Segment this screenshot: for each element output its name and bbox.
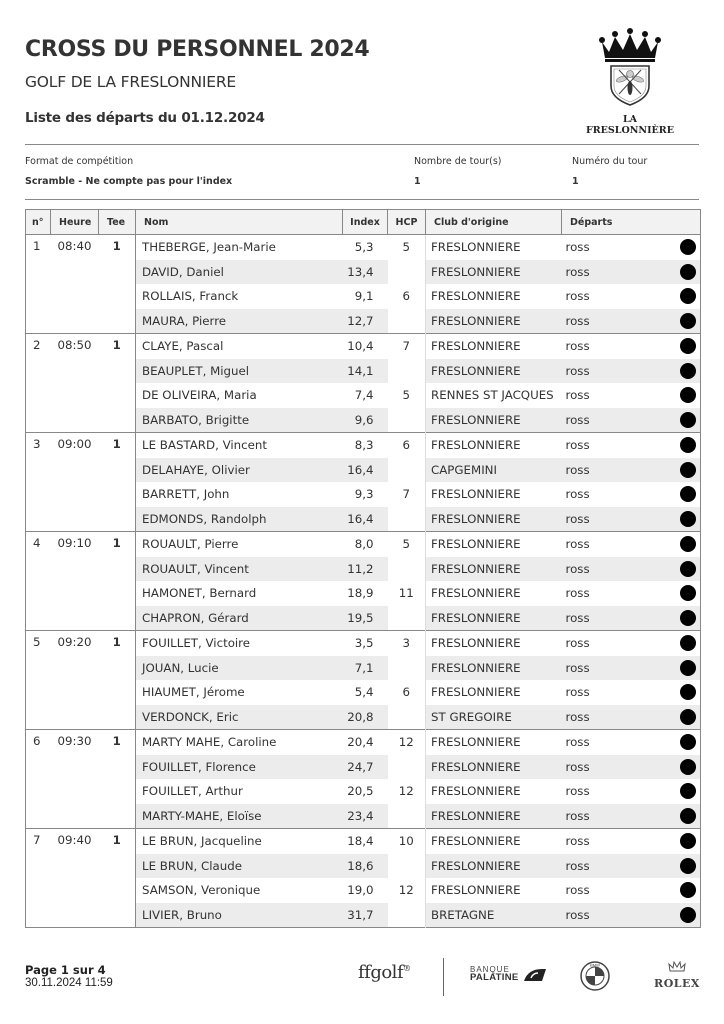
player-departure	[562, 235, 701, 260]
player-index: 18,6	[343, 854, 388, 879]
player-departure	[562, 680, 701, 705]
player-name: LIVIER, Bruno	[136, 903, 343, 928]
departure-label: ross	[565, 289, 590, 304]
player-index: 5,4	[354, 685, 374, 700]
departure-label: ross	[565, 834, 590, 849]
player-hcp	[388, 656, 426, 681]
bmw-roundel-icon	[580, 961, 610, 991]
departure-label: ross	[565, 858, 590, 873]
departure-label: ross	[565, 462, 590, 477]
tee-marker-icon	[680, 338, 696, 354]
player-departure	[562, 260, 701, 285]
col-header-time: Heure	[51, 210, 99, 235]
player-name: JOUAN, Lucie	[136, 656, 343, 681]
player-index: 8,0	[343, 532, 388, 557]
departure-label: ross	[565, 240, 590, 255]
departure-label: ross	[565, 636, 590, 651]
palatine-wave-icon	[522, 967, 548, 983]
player-club: FRESLONNIERE	[431, 784, 521, 799]
col-header-hcp: HCP	[388, 210, 426, 235]
player-departure	[562, 507, 701, 532]
player-hcp	[388, 705, 426, 730]
player-club: FRESLONNIERE	[426, 433, 562, 458]
tee-time: 09:00	[51, 433, 99, 532]
rolex-crown-icon	[668, 961, 686, 973]
player-name: FOUILLET, Victoire	[136, 631, 343, 656]
tee-marker-icon	[680, 536, 696, 552]
rounds-value: 1	[414, 176, 421, 187]
tee-marker-icon	[680, 585, 696, 601]
player-index: 16,4	[343, 458, 388, 483]
player-index: 23,4	[343, 804, 388, 829]
player-departure	[562, 383, 701, 408]
player-departure	[562, 730, 701, 755]
tee-marker-icon	[680, 833, 696, 849]
col-header-index: Index	[343, 210, 388, 235]
player-club: FRESLONNIERE	[426, 656, 562, 681]
player-departure	[562, 482, 701, 507]
player-club: FRESLONNIERE	[426, 235, 562, 260]
col-header-name: Nom	[136, 210, 343, 235]
player-name: DAVID, Daniel	[136, 260, 343, 285]
player-index: 18,9	[347, 586, 374, 601]
player-club: FRESLONNIERE	[426, 557, 562, 582]
tee-marker-icon	[680, 561, 696, 577]
tee-time: 09:30	[51, 730, 99, 829]
player-index: 31,7	[343, 903, 388, 928]
tee-marker-icon	[680, 610, 696, 626]
player-club: BRETAGNE	[426, 903, 562, 928]
table-row	[26, 235, 701, 260]
player-departure	[562, 779, 701, 804]
player-club: FRESLONNIERE	[431, 883, 521, 898]
tee-time: 08:40	[51, 235, 99, 334]
start-list-title: Liste des départs du 01.12.2024	[25, 110, 265, 126]
col-header-departs: Départs	[562, 210, 701, 235]
departure-label: ross	[565, 709, 590, 724]
player-name: BARBATO, Brigitte	[136, 408, 343, 433]
page-indicator: Page 1 sur 4	[25, 963, 106, 977]
table-row	[26, 829, 701, 854]
col-header-tee: Tee	[99, 210, 136, 235]
player-hcp	[388, 606, 426, 631]
tee-marker-icon	[680, 907, 696, 923]
rounds-label: Nombre de tour(s)	[414, 156, 502, 167]
player-hcp: 5	[388, 235, 426, 260]
player-hcp	[388, 903, 426, 928]
departure-label: ross	[565, 586, 590, 601]
player-club: FRESLONNIERE	[426, 854, 562, 879]
player-name: HAMONET, Bernard	[142, 586, 257, 601]
player-departure	[562, 458, 701, 483]
tee-marker-icon	[680, 759, 696, 775]
player-club: FRESLONNIERE	[431, 685, 521, 700]
bmw-letters: BMW	[590, 962, 600, 968]
player-departure	[562, 656, 701, 681]
divider-top	[25, 144, 699, 145]
departure-label: ross	[565, 610, 590, 625]
player-name: BEAUPLET, Miguel	[136, 359, 343, 384]
player-name: DE OLIVEIRA, Maria	[142, 388, 257, 403]
player-name: FOUILLET, Arthur	[142, 784, 243, 799]
table-row	[26, 631, 701, 656]
tee-marker-icon	[680, 660, 696, 676]
round-number-label: Numéro du tour	[572, 156, 648, 167]
ffgolf-logo	[358, 962, 411, 983]
start-list-table	[25, 209, 701, 928]
tee-marker-icon	[680, 412, 696, 428]
player-index: 3,5	[343, 631, 388, 656]
player-hcp	[388, 408, 426, 433]
departure-label: ross	[565, 388, 590, 403]
player-hcp: 6	[388, 680, 426, 705]
course-name: GOLF DE LA FRESLONNIERE	[25, 73, 236, 91]
flight-number: 5	[26, 631, 51, 730]
tee-marker-icon	[680, 684, 696, 700]
player-departure	[562, 903, 701, 928]
player-club: FRESLONNIERE	[426, 829, 562, 854]
player-name: VERDONCK, Eric	[136, 705, 343, 730]
player-hcp: 7	[388, 482, 426, 507]
tee-number: 1	[99, 631, 136, 730]
tee-marker-icon	[680, 808, 696, 824]
tee-number: 1	[99, 829, 136, 928]
flight-number: 1	[26, 235, 51, 334]
player-departure	[562, 854, 701, 879]
player-club: FRESLONNIERE	[426, 730, 562, 755]
palatine-text: PALATINE	[470, 972, 519, 983]
player-name: MARTY-MAHE, Eloïse	[136, 804, 343, 829]
player-index: 5,3	[343, 235, 388, 260]
player-index: 7,1	[343, 656, 388, 681]
player-hcp: 3	[388, 631, 426, 656]
tee-marker-icon	[680, 313, 696, 329]
table-row	[26, 334, 701, 359]
tee-marker-icon	[680, 462, 696, 478]
tee-marker-icon	[680, 437, 696, 453]
departure-label: ross	[565, 264, 590, 279]
page-title: CROSS DU PERSONNEL 2024	[25, 37, 370, 62]
player-name: LE BRUN, Jacqueline	[136, 829, 343, 854]
departure-label: ross	[565, 511, 590, 526]
departure-label: ross	[565, 735, 590, 750]
player-index: 10,4	[343, 334, 388, 359]
player-hcp: 6	[388, 433, 426, 458]
player-club: CAPGEMINI	[426, 458, 562, 483]
player-name: CHAPRON, Gérard	[136, 606, 343, 631]
departure-label: ross	[565, 685, 590, 700]
tee-marker-icon	[680, 511, 696, 527]
player-hcp	[388, 507, 426, 532]
flight-number: 6	[26, 730, 51, 829]
ffgolf-text: ffgolf	[358, 962, 404, 983]
player-name: EDMONDS, Randolph	[136, 507, 343, 532]
player-hcp: 10	[388, 829, 426, 854]
tee-marker-icon	[680, 264, 696, 280]
player-hcp: 12	[388, 779, 426, 804]
player-club: FRESLONNIERE	[426, 507, 562, 532]
player-club: RENNES ST JACQUES	[431, 388, 554, 403]
player-departure	[562, 433, 701, 458]
player-club: FRESLONNIERE	[426, 260, 562, 285]
crown-shield-icon	[595, 26, 665, 106]
tee-number: 1	[99, 532, 136, 631]
player-index: 16,4	[343, 507, 388, 532]
player-name: ROLLAIS, Franck	[142, 289, 239, 304]
player-hcp	[388, 359, 426, 384]
rolex-text: ROLEX	[654, 977, 700, 990]
tee-marker-icon	[680, 858, 696, 874]
table-row	[26, 730, 701, 755]
table-header-row	[26, 210, 701, 235]
tee-time: 09:20	[51, 631, 99, 730]
tee-marker-icon	[680, 288, 696, 304]
player-name: MARTY MAHE, Caroline	[136, 730, 343, 755]
flight-number: 4	[26, 532, 51, 631]
table-row	[26, 532, 701, 557]
player-index: 19,5	[343, 606, 388, 631]
player-club: FRESLONNIERE	[431, 289, 521, 304]
player-index: 7,4	[354, 388, 374, 403]
departure-label: ross	[565, 412, 590, 427]
divider-bottom	[25, 199, 699, 200]
col-header-club: Club d'origine	[426, 210, 562, 235]
table-row	[26, 433, 701, 458]
banque-text: BANQUE	[470, 965, 510, 974]
player-departure	[562, 705, 701, 730]
flight-number: 7	[26, 829, 51, 928]
player-index: 11,2	[343, 557, 388, 582]
player-index: 8,3	[343, 433, 388, 458]
player-hcp: 6	[388, 284, 426, 309]
bmw-logo	[580, 961, 610, 995]
print-timestamp: 30.11.2024 11:59	[25, 977, 113, 989]
tee-marker-icon	[680, 486, 696, 502]
player-departure	[562, 829, 701, 854]
departure-label: ross	[565, 784, 590, 799]
col-header-number: n°	[26, 210, 51, 235]
rolex-logo	[652, 958, 702, 990]
player-departure	[562, 359, 701, 384]
player-hcp	[388, 804, 426, 829]
player-hcp: 12	[388, 878, 426, 903]
departure-label: ross	[565, 363, 590, 378]
player-index: 9,6	[343, 408, 388, 433]
player-departure	[562, 755, 701, 780]
tee-number: 1	[99, 334, 136, 433]
player-hcp	[388, 854, 426, 879]
player-club: FRESLONNIERE	[426, 804, 562, 829]
player-club: FRESLONNIERE	[426, 631, 562, 656]
player-departure	[562, 878, 701, 903]
player-club: FRESLONNIERE	[426, 334, 562, 359]
player-index: 14,1	[343, 359, 388, 384]
tee-number: 1	[99, 433, 136, 532]
flight-number: 3	[26, 433, 51, 532]
player-name: LE BASTARD, Vincent	[136, 433, 343, 458]
flight-number: 2	[26, 334, 51, 433]
departure-label: ross	[565, 313, 590, 328]
player-index: 9,3	[354, 487, 374, 502]
tee-marker-icon	[680, 709, 696, 725]
departure-label: ross	[565, 759, 590, 774]
departure-label: ross	[565, 537, 590, 552]
player-departure	[562, 309, 701, 334]
player-name: LE BRUN, Claude	[136, 854, 343, 879]
player-name: MAURA, Pierre	[136, 309, 343, 334]
player-club: FRESLONNIERE	[426, 309, 562, 334]
tee-number: 1	[99, 235, 136, 334]
player-hcp	[388, 260, 426, 285]
sponsor-separator	[443, 958, 444, 996]
player-name: FOUILLET, Florence	[136, 755, 343, 780]
departure-label: ross	[565, 907, 590, 922]
player-departure	[562, 804, 701, 829]
tee-marker-icon	[680, 387, 696, 403]
tee-marker-icon	[680, 783, 696, 799]
club-logo	[585, 26, 675, 136]
player-hcp: 5	[388, 532, 426, 557]
departure-label: ross	[565, 438, 590, 453]
format-value: Scramble - Ne compte pas pour l'index	[25, 176, 233, 187]
player-index: 12,7	[343, 309, 388, 334]
player-index: 13,4	[343, 260, 388, 285]
player-name: CLAYE, Pascal	[136, 334, 343, 359]
player-name: DELAHAYE, Olivier	[136, 458, 343, 483]
player-index: 18,4	[343, 829, 388, 854]
player-name: THEBERGE, Jean-Marie	[136, 235, 343, 260]
registered-mark: ®	[403, 964, 411, 973]
player-hcp	[388, 309, 426, 334]
tee-time: 08:50	[51, 334, 99, 433]
tee-marker-icon	[680, 734, 696, 750]
player-index: 9,1	[354, 289, 374, 304]
tee-time: 09:10	[51, 532, 99, 631]
tee-number: 1	[99, 730, 136, 829]
player-hcp	[388, 458, 426, 483]
banque-palatine-logo	[470, 966, 519, 982]
tee-marker-icon	[680, 239, 696, 255]
player-club: FRESLONNIERE	[426, 532, 562, 557]
player-departure	[562, 631, 701, 656]
departure-label: ross	[565, 883, 590, 898]
player-name: ROUAULT, Pierre	[136, 532, 343, 557]
departure-label: ross	[565, 808, 590, 823]
player-index: 24,7	[343, 755, 388, 780]
round-number-value: 1	[572, 176, 579, 187]
player-name: SAMSON, Veronique	[142, 883, 261, 898]
player-name: ROUAULT, Vincent	[136, 557, 343, 582]
player-club: FRESLONNIERE	[431, 487, 521, 502]
player-name: HIAUMET, Jérome	[142, 685, 245, 700]
departure-label: ross	[565, 487, 590, 502]
player-departure	[562, 581, 701, 606]
player-departure	[562, 532, 701, 557]
departure-label: ross	[565, 660, 590, 675]
player-name: BARRETT, John	[142, 487, 230, 502]
player-index: 19,0	[347, 883, 374, 898]
format-label: Format de compétition	[25, 156, 134, 167]
player-departure	[562, 606, 701, 631]
player-club: FRESLONNIERE	[426, 606, 562, 631]
tee-marker-icon	[680, 363, 696, 379]
player-hcp: 5	[388, 383, 426, 408]
player-departure	[562, 284, 701, 309]
player-hcp: 11	[388, 581, 426, 606]
start-list-body	[26, 235, 701, 928]
departure-label: ross	[565, 339, 590, 354]
player-index: 20,5	[347, 784, 374, 799]
player-hcp: 7	[388, 334, 426, 359]
player-club: ST GREGOIRE	[426, 705, 562, 730]
player-club: FRESLONNIERE	[426, 408, 562, 433]
player-departure	[562, 334, 701, 359]
tee-marker-icon	[680, 882, 696, 898]
player-index: 20,4	[343, 730, 388, 755]
player-departure	[562, 408, 701, 433]
tee-time: 09:40	[51, 829, 99, 928]
player-hcp: 12	[388, 730, 426, 755]
departure-label: ross	[565, 561, 590, 576]
player-hcp	[388, 755, 426, 780]
tee-marker-icon	[680, 635, 696, 651]
player-departure	[562, 557, 701, 582]
player-club: FRESLONNIERE	[431, 586, 521, 601]
logo-name: LA FRESLONNIÈRE	[586, 114, 674, 136]
player-index: 20,8	[343, 705, 388, 730]
player-club: FRESLONNIERE	[426, 755, 562, 780]
player-hcp	[388, 557, 426, 582]
player-club: FRESLONNIERE	[426, 359, 562, 384]
